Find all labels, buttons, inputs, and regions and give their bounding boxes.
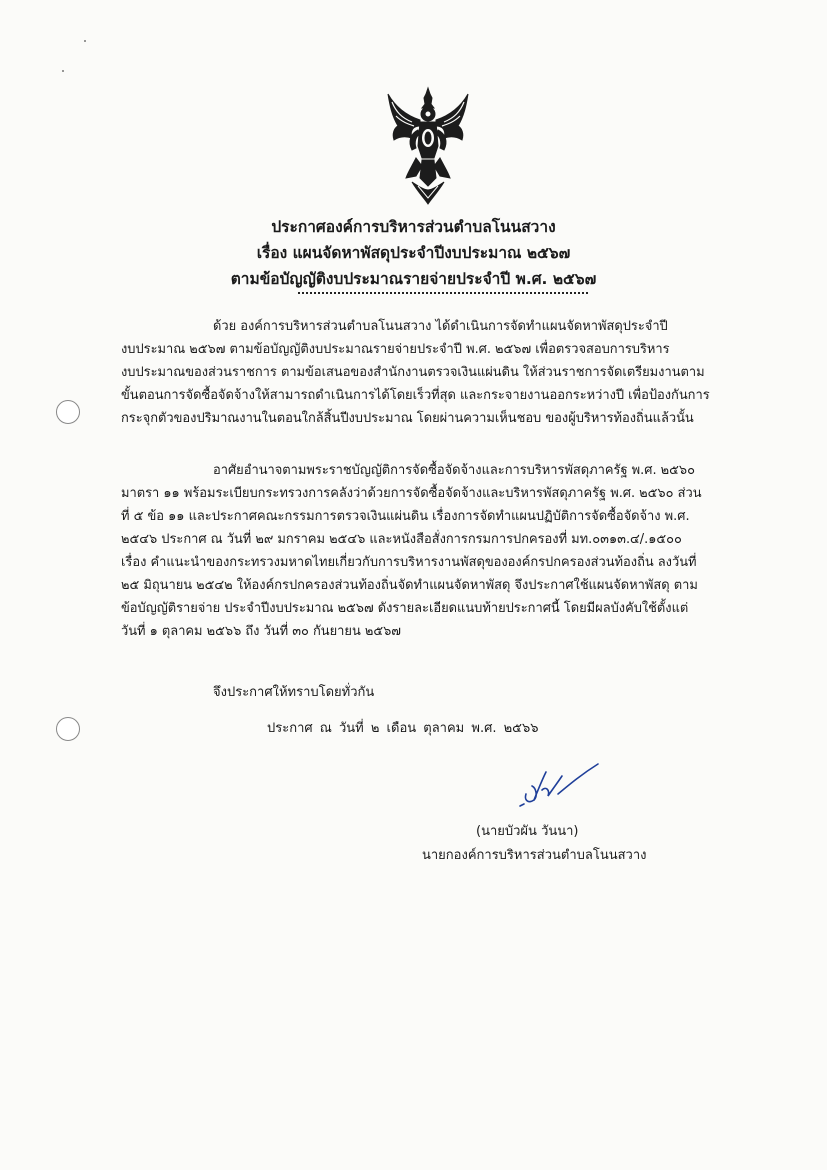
paragraph-line: เรื่อง คำแนะนำของกระทรวงมหาดไทยเกี่ยวกับการบริหารงานพัสดุขององค์กรปกครองส่วนท้องถิ่น ลงวันที่ bbox=[121, 555, 697, 570]
signer-name: (นายบัวผัน วันนา) bbox=[476, 824, 579, 839]
announcement-title: ประกาศองค์การบริหารส่วนตำบลโนนสวาง bbox=[271, 218, 556, 236]
announcement-date: ประกาศ ณ วันที่ ๒ เดือน ตุลาคม พ.ศ. ๒๕๖๖ bbox=[267, 721, 539, 736]
header-dotted-divider bbox=[298, 292, 588, 294]
paragraph-line: ข้อบัญญัติรายจ่าย ประจำปีงบประมาณ ๒๕๖๗ ดังรายละเอียดแนบท้ายประกาศนี้ โดยมีผลบังคับใช้ตั้งแต่ bbox=[121, 601, 689, 616]
paragraph-1 bbox=[121, 315, 737, 430]
signer-title: นายกองค์การบริหารส่วนตำบลโนนสวาง bbox=[422, 848, 647, 863]
announcement-reference: ตามข้อบัญญัติงบประมาณรายจ่ายประจำปี พ.ศ. ๒๕๖๗ bbox=[230, 270, 597, 288]
signature-icon bbox=[512, 760, 608, 812]
paragraph-line: ด้วย องค์การบริหารส่วนตำบลโนนสวาง ได้ดำเนินการจัดทำแผนจัดหาพัสดุประจำปี bbox=[213, 319, 668, 334]
paragraph-2 bbox=[121, 459, 737, 643]
paragraph-line: ๒๕ มิถุนายน ๒๕๔๒ ให้องค์กรปกครองส่วนท้องถิ่นจัดทำแผนจัดหาพัสดุ จึงประกาศใช้แผนจัดหาพัสดุ ตาม bbox=[121, 578, 698, 593]
scan-speck bbox=[62, 70, 64, 72]
paragraph-line: วันที่ ๑ ตุลาคม ๒๕๖๖ ถึง วันที่ ๓๐ กันยายน ๒๕๖๗ bbox=[121, 624, 401, 639]
announcement-header bbox=[0, 214, 827, 292]
paragraph-line: มาตรา ๑๑ พร้อมระเบียบกระทรวงการคลังว่าด้วยการจัดซื้อจัดจ้างและบริหารพัสดุภาครัฐ พ.ศ. ๒๕๖๐ ส่วน bbox=[121, 486, 702, 501]
paragraph-line: งบประมาณ ๒๕๖๗ ตามข้อบัญญัติงบประมาณรายจ่ายประจำปี พ.ศ. ๒๕๖๗ เพื่อตรวจสอบการบริหาร bbox=[121, 342, 670, 357]
punch-hole-icon bbox=[56, 717, 80, 741]
announcement-subject: เรื่อง แผนจัดหาพัสดุประจำปีงบประมาณ ๒๕๖๗ bbox=[256, 244, 571, 262]
paragraph-line: ๒๕๔๖ ประกาศ ณ วันที่ ๒๙ มกราคม ๒๕๔๖ และหนังสือสั่งการกรมการปกครองที่ มท.๐๓๑๓.๔/.๑๕๐๐ bbox=[121, 532, 682, 547]
paragraph-line: อาศัยอำนาจตามพระราชบัญญัติการจัดซื้อจัดจ้างและการบริหารพัสดุภาครัฐ พ.ศ. ๒๕๖๐ bbox=[213, 463, 695, 478]
scan-speck bbox=[84, 40, 86, 42]
closing-statement: จึงประกาศให้ทราบโดยทั่วกัน bbox=[213, 685, 375, 700]
paragraph-line: งบประมาณของส่วนราชการ ตามข้อเสนอของสำนักงานตรวจเงินแผ่นดิน ให้ส่วนราชการจัดเตรียมงานตาม bbox=[121, 365, 705, 380]
paragraph-line: กระจุกตัวของปริมาณงานในตอนใกล้สิ้นปีงบประมาณ โดยผ่านความเห็นชอบ ของผู้บริหารท้องถิ่นแล้วนั้น bbox=[121, 411, 694, 426]
garuda-emblem-icon bbox=[382, 86, 474, 206]
paragraph-line: ขั้นตอนการจัดซื้อจัดจ้างให้สามารถดำเนินการได้โดยเร็วที่สุด และกระจายงานออกระหว่างปี เพื่อป้องกันการ bbox=[121, 388, 710, 403]
punch-hole-icon bbox=[56, 400, 80, 424]
paragraph-line: ที่ ๕ ข้อ ๑๑ และประกาศคณะกรรมการตรวจเงินแผ่นดิน เรื่องการจัดทำแผนปฏิบัติการจัดซื้อจัดจ้าง พ.ศ. bbox=[121, 509, 690, 524]
